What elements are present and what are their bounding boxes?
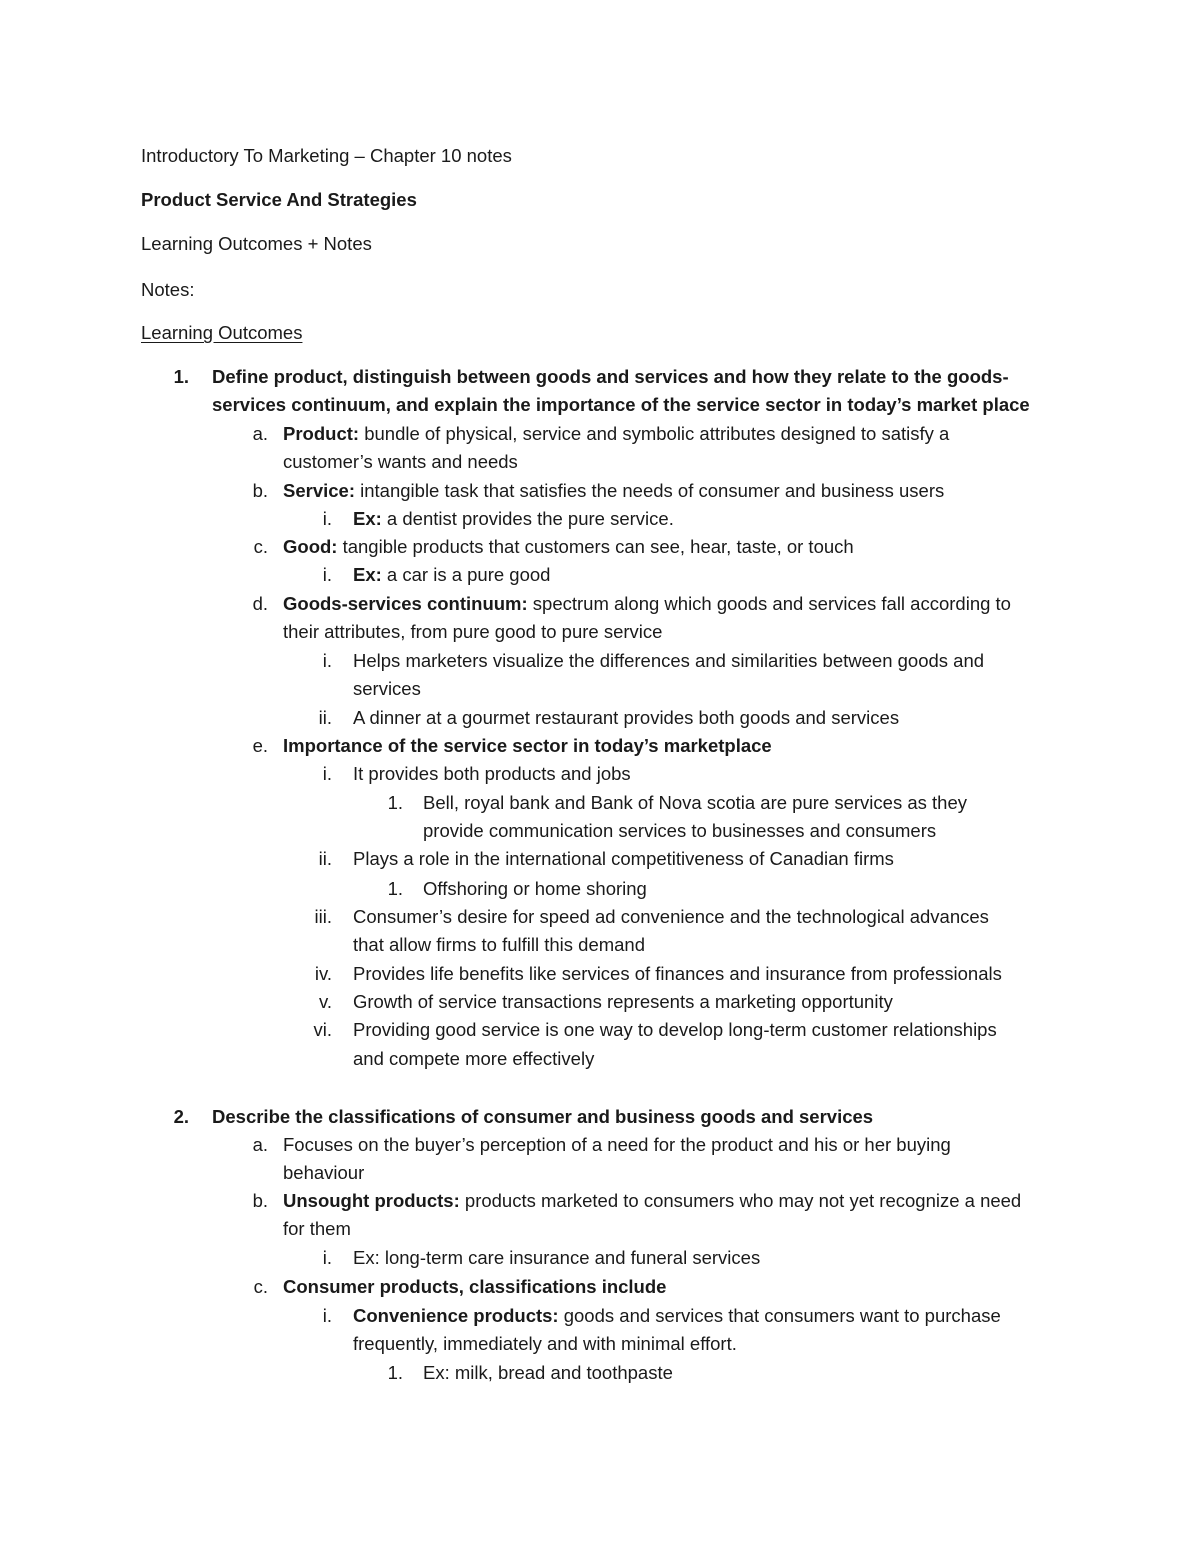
item-2c-i: Convenience products: goods and services that consumers want to purchase: [353, 1305, 1001, 1326]
item-1c-i: Ex: a car is a pure good: [353, 564, 551, 585]
item-1e-v: Growth of service transactions represents a marketing opportunity: [353, 991, 893, 1012]
section-1-number: 1.: [173, 366, 189, 387]
item-1e: Importance of the service sector in today’s marketplace: [283, 735, 772, 756]
item-1c-marker: c.: [253, 536, 268, 557]
item-1e-i-1-cont: provide communication services to businesses and consumers: [423, 820, 937, 841]
section-1-heading-line1: Define product, distinguish between goods and services and how they relate to the goods-: [212, 366, 1009, 387]
item-1d-ii-marker: ii.: [318, 707, 332, 728]
item-1d-i: Helps marketers visualize the differences and similarities between goods and: [353, 650, 985, 671]
item-1a: Product: bundle of physical, service and symbolic attributes designed to satisfy a: [283, 423, 950, 444]
document-subtitle: Product Service And Strategies: [141, 189, 417, 210]
document-title: Introductory To Marketing – Chapter 10 notes: [141, 145, 512, 166]
item-1e-vi: Providing good service is one way to develop long-term customer relationships: [353, 1019, 997, 1040]
learning-outcomes-heading: Learning Outcomes: [141, 322, 303, 343]
item-2c-i-1-marker: 1.: [387, 1362, 403, 1383]
item-2b-cont: for them: [283, 1218, 351, 1239]
item-2c-i-cont: frequently, immediately and with minimal effort.: [353, 1333, 737, 1354]
item-1e-iii: Consumer’s desire for speed ad convenience and the technological advances: [353, 906, 989, 927]
item-1e-i-marker: i.: [322, 763, 332, 784]
item-1a-marker: a.: [252, 423, 268, 444]
notes-label: Notes:: [141, 279, 195, 300]
section-2-number: 2.: [173, 1106, 189, 1127]
item-2c-marker: c.: [253, 1276, 268, 1297]
item-1d-ii: A dinner at a gourmet restaurant provides both goods and services: [353, 707, 900, 728]
item-1b-marker: b.: [252, 480, 268, 501]
item-2c-i-marker: i.: [322, 1305, 332, 1326]
item-2c: Consumer products, classifications include: [283, 1276, 667, 1297]
item-1d-cont: their attributes, from pure good to pure service: [283, 621, 663, 642]
item-2a-marker: a.: [252, 1134, 268, 1155]
item-1d: Goods-services continuum: spectrum along which goods and services fall according to: [283, 593, 1011, 614]
item-1e-ii-1-marker: 1.: [387, 878, 403, 899]
item-2b-i-marker: i.: [322, 1247, 332, 1268]
item-1a-cont: customer’s wants and needs: [283, 451, 518, 472]
item-1e-v-marker: v.: [318, 991, 332, 1012]
item-1e-iv: Provides life benefits like services of finances and insurance from professionals: [353, 963, 1002, 984]
item-1e-i-1: Bell, royal bank and Bank of Nova scotia are pure services as they: [423, 792, 967, 813]
item-1c: Good: tangible products that customers can see, hear, taste, or touch: [283, 536, 854, 557]
item-1e-ii: Plays a role in the international competitiveness of Canadian firms: [353, 848, 894, 869]
learning-outcomes-notes-label: Learning Outcomes + Notes: [141, 233, 372, 254]
item-1b: Service: intangible task that satisfies the needs of consumer and business users: [283, 480, 945, 501]
item-1b-i: Ex: a dentist provides the pure service.: [353, 508, 674, 529]
item-1d-marker: d.: [252, 593, 268, 614]
item-1e-i-1-marker: 1.: [387, 792, 403, 813]
item-2a-cont: behaviour: [283, 1162, 365, 1183]
section-1-heading-line2: services continuum, and explain the importance of the service sector in today’s market place: [212, 394, 1030, 415]
item-1e-vi-cont: and compete more effectively: [353, 1048, 595, 1069]
section-2-heading: Describe the classifications of consumer and business goods and services: [212, 1106, 874, 1127]
item-1e-iii-marker: iii.: [314, 906, 332, 927]
item-1e-ii-1: Offshoring or home shoring: [423, 878, 647, 899]
item-1e-iii-cont: that allow firms to fulfill this demand: [353, 934, 646, 955]
item-2a: Focuses on the buyer’s perception of a need for the product and his or her buying: [283, 1134, 951, 1155]
item-2b-i: Ex: long-term care insurance and funeral services: [353, 1247, 761, 1268]
item-1e-iv-marker: iv.: [314, 963, 332, 984]
item-1e-ii-marker: ii.: [318, 848, 332, 869]
item-1d-i-cont: services: [353, 678, 421, 699]
item-1e-i: It provides both products and jobs: [353, 763, 631, 784]
item-2c-i-1: Ex: milk, bread and toothpaste: [423, 1362, 673, 1383]
item-1d-i-marker: i.: [322, 650, 332, 671]
item-2b-marker: b.: [252, 1190, 268, 1211]
item-1c-i-marker: i.: [322, 564, 332, 585]
item-1e-marker: e.: [252, 735, 268, 756]
item-1b-i-marker: i.: [322, 508, 332, 529]
item-1e-vi-marker: vi.: [313, 1019, 332, 1040]
item-2b: Unsought products: products marketed to consumers who may not yet recognize a need: [283, 1190, 1022, 1211]
